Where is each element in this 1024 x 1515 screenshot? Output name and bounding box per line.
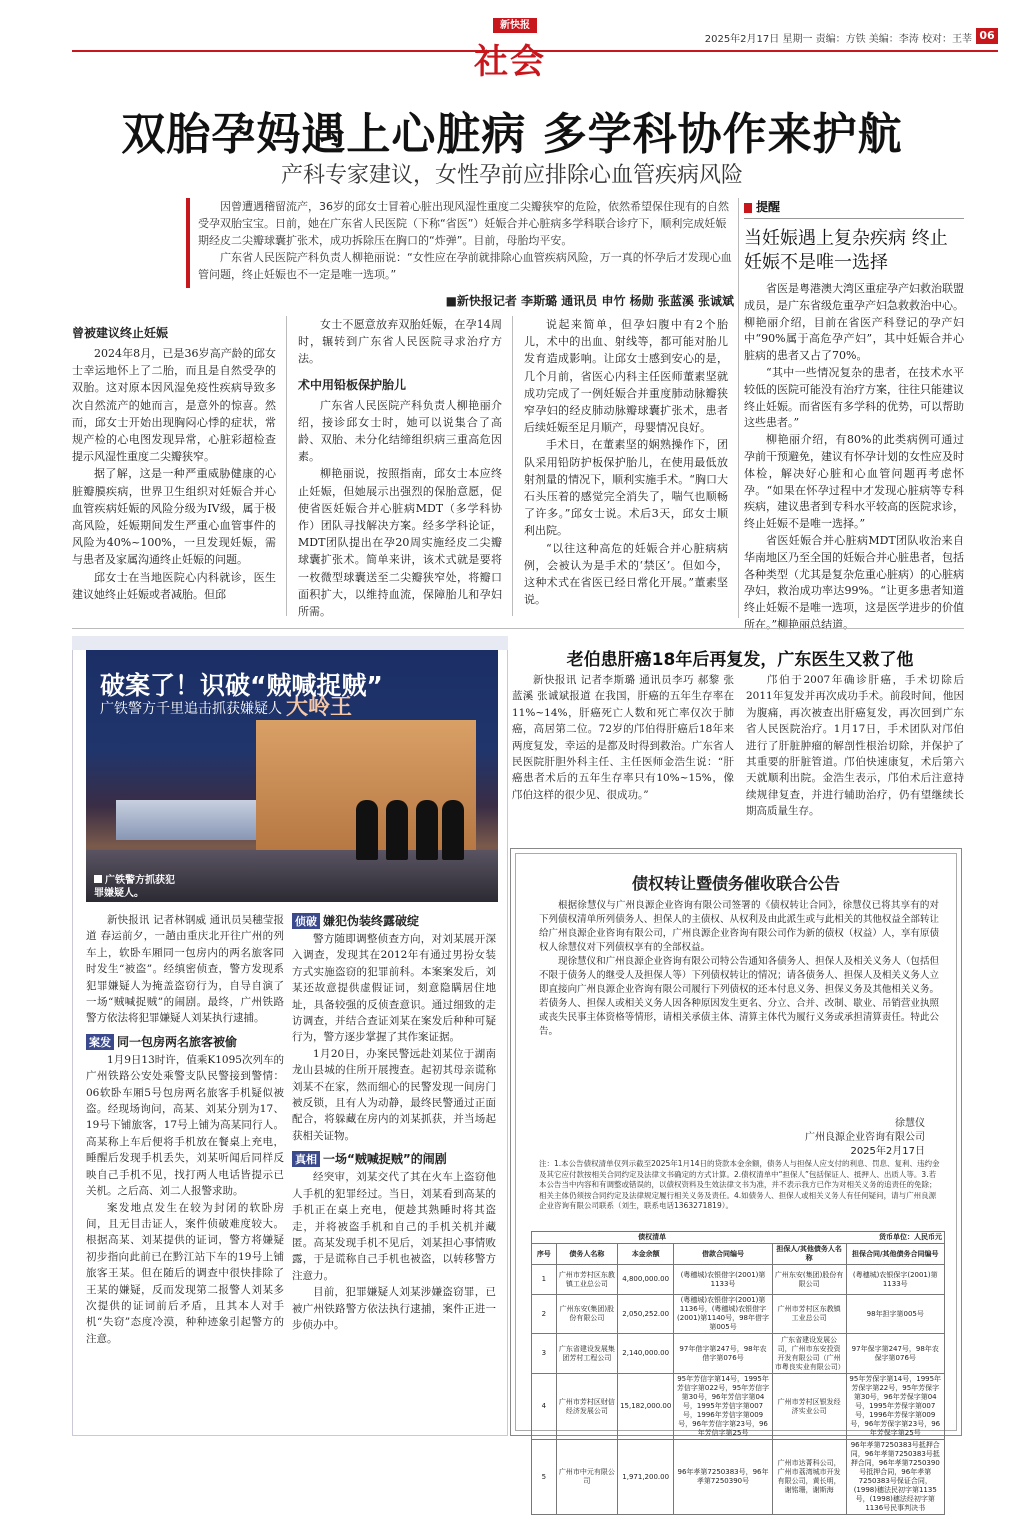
crime-col-2 [292,912,496,1333]
legal-notice [510,848,962,1512]
notice-signature: 徐慧仪 广州良源企业咨询有限公司 2025年2月17日 [805,1118,925,1157]
tip-marker-icon [744,203,752,213]
table-cell: (粤穗城)农银保字(2001)第1133号 [846,1265,945,1295]
lead-para: 广东省人民医院产科负责人柳艳丽说：“女性应在孕前就排除心血管疾病风险，万一真的怀孕后才发现心血管问题，终止妊娠也不一定是唯一选项。” [198,251,732,281]
table-cell: 96年孝第7250383号，96年孝第7250390号 [674,1440,772,1515]
liver-col-1 [512,672,734,803]
table-body [532,1265,945,1515]
table-cell: 广州市芳村区财信经济发展公司 [556,1374,617,1440]
main-subhead: 产科专家建议，女性孕前应排除心血管疾病风险 [280,163,743,188]
col3-para: 说起来简单，但孕妇腹中有2个胎儿，术中的出血、射线等，都可能对胎儿发育造成影响。让邱女士感到安心的是，几个月前，省医心内科主任医师董素坚就成功完成了一例妊娠合并重度肺动脉瓣狭窄孕妇的经皮肺动脉瓣球囊扩张术，患者后续妊娠至足月顺产，母婴情况良好。 [524,318,728,435]
crime-para: 警方随即调整侦查方向，对刘某展开深入调查，发现其在2012年有通过男扮女装方式实施盗窃的犯罪前科。本案案发后，刘某还故意提供虚假证词，刻意隐瞒居住地址，具备较强的反侦查意识。通过细致的走访调查，并结合查证刘某在案发后种种可疑行为，警方逐步掌握了其作案证据。 [292,933,496,1044]
table-cell: 5 [532,1440,557,1515]
table-cell: 广州市达菁科公司，广州市荔湾城市开发有限公司，黄长明，谢铭珊，谢斯海 [772,1440,846,1515]
crime-para: 经突审，刘某交代了其在火车上盗窃他人手机的犯罪经过。当日，刘某看到高某的手机正在桌上充电，便趁其熟睡时将其盗走，并将被盗手机和自己的手机关机并藏匿。高某发现手机不见后，刘某担心事情败露，于是谎称自己手机也被盗，以转移警方注意力。 [292,1171,496,1282]
photo-person [386,800,408,860]
table-cell: 广州市芳村区银发经济实业公司 [772,1374,846,1440]
table-cell: 广东省建设发展集团芳村工程公司 [556,1334,617,1374]
col2-para: 柳艳丽说，按照指南，邱女士本应终止妊娠，但她展示出强烈的保胎意愿，促使省医妊娠合并心脏病MDT（多学科协作）团队寻找解决方案。经多学科论证，MDT团队提出在孕20周实施经皮二尖瓣球囊扩张术。简单来讲，该术式就是要将一枚微型球囊送至二尖瓣狭窄处，将瓣口面积扩大，以维持血流，保障胎儿和孕妇所需。 [298,467,502,619]
photo-person [356,800,378,860]
notice-notes: 注：1.本公告债权清单仅列示截至2025年1月14日的贷款本金余额，债务人与担保人应支付的利息、罚息、复利、违约金及其它应付款按相关合同约定及法律文书确定的方式计算。2.债权清单中“担保人”包括保证人、抵押人、出质人等。3.若本公告当中内容和有调整或错误的，以债权资料及生效法律文书为准，并不表示我方已作为对相关义务的追责任的免除；相关主体仍须按合同约定及法律规定履行相关义务及责任。4.如债务人、担保人或相关义务人有任何疑问，请与广州良源企业咨询有限公司联系（刘生，联系电话1363271819）。 [539,1159,940,1210]
table-cell: 96年孝第7250383号抵押合同，96年孝第7250383号抵押合同，96年孝第7250390号抵押合同，96年孝第7250383号保证合同，(1998)穗法民初字第1135号，(1998)穗法经初字第1136号民事判决书 [846,1440,945,1515]
photo-person [416,800,438,860]
table-row [532,1265,945,1295]
table-cell: 广州东安(集团)股份有限公司 [772,1265,846,1295]
table-cell: (粤穗城)农银借字(2001)第1136号，(粤穗城)农银借字(2001)第1140号，98年借字第005号 [674,1295,772,1334]
notice-body [539,899,939,1039]
table-cell: (粤穗城)农银借字(2001)第1133号 [674,1265,772,1295]
table-cell: 97年借字第247号，98年农借字第076号 [674,1334,772,1374]
main-col-1 [72,316,276,603]
crime-frame-band [72,636,508,650]
table-cell: 广州东安(集团)股份有限公司 [556,1295,617,1334]
col2-para: 女士不愿意放弃双胎妊娠，在孕14周时，辗转到广东省人民医院寻求治疗方法。 [298,318,502,366]
main-col-3 [524,316,728,608]
tip-para: 省医是粤港澳大湾区重症孕产妇救治联盟成员，是广东省级危重孕产妇急救救治中心。柳艳丽介绍，目前在省医产科登记的孕产妇中“90%属于高危孕产妇”，其中妊娠合并心脏病的患者又占了70%。 [744,282,964,363]
main-headline: 双胎孕妈遇上心脏病 多学科协作来护航 [121,109,903,160]
col1-para: 邱女士在当地医院心内科就诊，医生建议她终止妊娠或者减胎。但邱 [72,570,276,601]
tip-body [744,281,964,634]
table-cell: 2 [532,1295,557,1334]
table-unit: 货币单位：人民币元 [772,1232,944,1244]
page-number: 06 [976,28,998,44]
table-cell: 广州市中元有限公司 [556,1440,617,1515]
table-row [532,1334,945,1374]
crime-caption: 广铁警方抓获犯罪嫌疑人。 [94,875,175,899]
table-cell: 97年保字第247号，98年农保字第076号 [846,1334,945,1374]
masthead-tag: 新快报 [493,18,537,33]
crime-para: 1月20日，办案民警远赴刘某位于湖南龙山县城的住所开展搜查。起初其母亲谎称刘某不在家，然而细心的民警发现一间房门被反锁，且有人为动静，最终民警通过正面配合，将躲藏在房内的刘某抓获，并当场起获相关证物。 [292,1047,496,1142]
table-cell: 2,140,000.00 [618,1334,674,1374]
tip-para: 省医妊娠合并心脏病MDT团队收治来自华南地区乃至全国的妊娠合并心脏患者，包括各种类型（尤其是复杂危重心脏病）的心脏病孕妇，救治成功率达99%。“让更多患者知道终止妊娠不是唯一选项，这是医学进步的价值所在。”柳艳丽总结道。 [744,533,964,631]
section-divider [72,628,964,629]
table-cell: 广州市芳村区东教镇工业总公司 [772,1295,846,1334]
lead-para: 因曾遭遇稽留流产，36岁的邱女士冒着心脏出现风湿性重度二尖瓣狭窄的危险，依然希望保住现有的自然受孕双胎宝宝。日前，她在广东省人民医院（下称“省医”）妊娠合并心脏病多学科联合诊疗下，顺利完成妊娠期经皮二尖瓣球囊扩张术，成功拆除压在胸口的“炸弹”。目前，母胎均平安。 [198,200,729,247]
table-cell: 98年担字第005号 [846,1295,945,1334]
table-header-cell: 本金余额 [618,1244,674,1265]
table-title: 债权清单 [532,1232,773,1244]
crime-col-1 [86,912,284,1347]
table-cell: 1 [532,1265,557,1295]
table-header-cell: 担保人/其他债务人名称 [772,1244,846,1265]
col2-heading: 术中用铅板保护胎儿 [298,377,407,392]
col3-para: “以往这种高危的妊娠合并心脏病病例，会被认为是手术的‘禁区’。但如今，这种术式在省医已经日常化开展。”董素坚说。 [524,541,728,607]
table-row [532,1440,945,1515]
col1-para: 据了解，这是一种严重威胁健康的心脏瓣膜疾病，世界卫生组织对妊娠合并心血管疾病妊娠的风险分级为IV级，属于极高风险，妊娠期间发生严重心血管事件的风险为40%~100%，一旦发现妊娠，需与患者及家属沟通终止妊娠的问题。 [72,467,276,567]
photo-sign: 大岭王 [286,694,353,720]
col3-para: 手术日，在董素坚的娴熟操作下，团队采用铅防护板保护胎儿，在使用最低放射剂量的情况下，顺利实施手术。“胸口大石头压着的感觉完全消失了，喘气也顺畅了许多。”邱女士说。术后3天，邱女士顺利出院。 [524,438,728,538]
crime-para: 1月9日13时许，值乘K1095次列车的广州铁路公安处乘警支队民警接到警情：06软卧车厢5号包房两名旅客手机疑似被盗。经现场询问，高某、刘某分别为17、19号下铺旅客，17号上铺为高某同行人。高某称上车后便将手机放在餐桌上充电，睡醒后发现手机丢失，刘某听闻后同样反映自己手机不见，找打两人电话皆提示已关机。之后高、刘二人报警求助。 [86,1053,284,1198]
masthead-rule [72,50,998,52]
col1-para: 2024年8月，已是36岁高产龄的邱女士幸运地怀上了二胎，而且是自然受孕的双胎。这对原本因风湿免疫性疾病导致多次自然流产的她而言，是意外的惊喜。然而，邱女士开始出现胸闷心悸的症状，常规产检的心电图发现异常，心脏彩超检查提示风湿性重度二尖瓣狭窄。 [72,347,276,464]
table-header-cell: 债务人名称 [556,1244,617,1265]
main-lead [186,198,734,288]
crime-para: 目前，犯罪嫌疑人刘某涉嫌盗窃罪，已被广州铁路警方依法执行逮捕，案件正进一步侦办中。 [292,1286,496,1331]
caption-marker-icon [94,875,102,883]
table-cell: 广东省建设发展公司，广州市东安投资开发有限公司（广州市粤良实业有限公司） [772,1334,846,1374]
table-cell: 广州市芳村区东教镇工业总公司 [556,1265,617,1295]
table-cell: 4 [532,1374,557,1440]
table-cell: 3 [532,1334,557,1374]
table-cell: 1,971,200.00 [618,1440,674,1515]
crime-intro: 新快报讯 记者林钢威 通讯员吴穗莹报道 春运前夕，一趟由重庆北开往广州的列车上，软卧车厢同一包房内的两名旅客同时发生“被盗”。经缜密侦查，警方发现系犯罪嫌疑人为掩盖盗窃行为，自导自演了一场“贼喊捉贼”的闹剧。最终，广州铁路警方依法将犯罪嫌疑人刘某执行逮捕。 [86,914,284,1025]
liver-para: 新快报讯 记者李斯璐 通讯员李巧 郝黎 张蓝溪 张诚斌报道 在我国，肝癌的五年生存率在11%~14%，肝癌死亡人数和死亡率仅次于肺癌，高居第二位。72岁的邝伯得肝癌后18年来两度复发，幸运的是都及时得到救治。广东省人民医院肝胆外科主任、主任医师金浩生说：“肝癌患者术后的五年生存率只有10%~15%，像邝伯这样的很少见、很成功。” [512,674,734,801]
table-cell: 4,800,000.00 [618,1265,674,1295]
col1-heading: 曾被建议终止妊娠 [72,326,169,340]
notice-title: 债权转让暨债务催收联合公告 [631,874,840,893]
main-col-2 [298,316,502,620]
crime-headline: 破案了！识破“贼喊捉贼” [100,671,383,700]
notice-para: 现徐慧仪和广州良源企业咨询有限公司特公告通知各债务人、担保人及相关义务人（包括但不限于债务人的继受人及担保人等）下列债权转让的情况；请各债务人、担保人及相关义务人立即直接向广州良源企业咨询有限公司履行下列债权的还本付息义务、担保义务及其他相关义务。若债务人、担保人或相关义务人因各种原因发生更名、分立、合并、改制、歇业、吊销营业执照或丧失民事主体资格等情形，请相关承债主体、清算主体代为履行义务或承担清算责任。特此公告。 [539,956,939,1037]
col-divider [512,316,513,616]
table-row [532,1295,945,1334]
liver-headline: 老伯患肝癌18年后再复发，广东医生又救了他 [566,650,914,670]
tip-title: 当妊娠遇上复杂疾病 终止妊娠不是唯一选择 [744,228,948,273]
tip-para: 柳艳丽介绍，有80%的此类病例可通过孕前干预避免，建议有怀孕计划的女性应及时体检，解决好心脏和心血管问题再考虑怀孕。“如果在怀孕过程中才发现心脏病等专科疾病，建议患者到专科水平较高的医院求诊，终止妊娠不是唯一选择。” [744,433,964,531]
col-divider [738,198,739,618]
crime-subhead-2: 侦破 嫌犯伪装终露破绽 [292,912,496,929]
photo-building [116,800,256,840]
debt-table [531,1231,945,1515]
table-cell: 15,182,000.00 [618,1374,674,1440]
crime-subhead: 广铁警方千里追击抓获嫌疑人 [100,701,282,717]
col-divider [286,316,287,616]
col2-para: 广东省人民医院产科负责人柳艳丽介绍，接诊邱女士时，她可以说集合了高龄、双胎、未分化结缔组织病三重高危因素。 [298,398,502,464]
notice-para: 根据徐慧仪与广州良源企业咨询有限公司签署的《债权转让合同》，徐慧仪已将其享有的对下列债权清单所列债务人、担保人的主债权、从权利及由此派生或与此相关的其他权益全部转让给广州良源企业咨询有限公司，广州良源企业咨询有限公司作为新的债权（权益）人，享有原债权人徐慧仪对下列债权享有的全部权益。 [539,900,939,953]
liver-col-2 [746,672,964,820]
tip-tag: 提醒 [744,198,964,219]
table-cell: 2,050,252.00 [618,1295,674,1334]
crime-subhead-1: 案发 同一包房两名旅客被偷 [86,1033,284,1050]
table-header-cell: 序号 [532,1244,557,1265]
table-row [532,1374,945,1440]
masthead-info: 2025年2月17日 星期一 责编：方铁 美编：李涛 校对：王莘 [704,34,972,45]
liver-para: 邝伯于2007年确诊肝癌，手术切除后2011年复发并再次成功手术。前段时间，他因为腹痛，再次被查出肝癌复发，再次回到广东省人民医院治疗。1月17日，手术团队对邝伯进行了肝脏肿瘤的解剖性根治切除，并保护了其重要的肝脏管道。邝伯快速康复，术后第六天就顺利出院。金浩生表示，邝伯术后注意持续规律复查，并进行辅助治疗，仍有望继续长期高质量生存。 [746,674,964,818]
section-title: 社会 [474,42,546,82]
table-header-cell: 借款合同编号 [674,1244,772,1265]
table-header-cell: 担保合同/其他债务合同编号 [846,1244,945,1265]
crime-para: 案发地点发生在较为封闭的软卧房间，且无目击证人，案件侦破难度较大。根据高某、刘某提供的证词，警方将嫌疑初步指向此前已在黔江站下车的19号上铺旅客王某。但在随后的调查中很快排除了王某的嫌疑，反而发现第二报警人刘某多次提供的证词前后矛盾，且其本人对手机“失窃”态度冷漠，种种迹象引起警方的注意。 [86,1201,284,1345]
main-byline: ■新快报记者 李斯璐 通讯员 申竹 杨勋 张蓝溪 张诚斌 [445,294,734,308]
tip-box [744,198,964,631]
crime-subhead-3: 真相 一场“贼喊捉贼”的闹剧 [292,1150,496,1167]
table-cell: 95年芳信字第14号，1995年芳信字第022号，95年芳信字第30号，96年芳信字第04号，1995年芳信字第007号，1996年芳信字第009号，96年芳信字第23号，96年芳信字第25号 [674,1374,772,1440]
photo-person [442,800,464,860]
tip-para: “其中一些情况复杂的患者，在技术水平较低的医院可能没有治疗方案，往往只能建议终止妊娠。而省医有多学科的优势，可以帮助这些患者。” [744,365,964,430]
table-header-row [532,1244,945,1265]
table-cell: 95年芳保字第14号，1995年芳保字第22号，95年芳保字第30号，96年芳保字第04号，1995年芳保字第007号，1996年芳保字第009号，96年芳保字第23号，96年芳保字第25号 [846,1374,945,1440]
